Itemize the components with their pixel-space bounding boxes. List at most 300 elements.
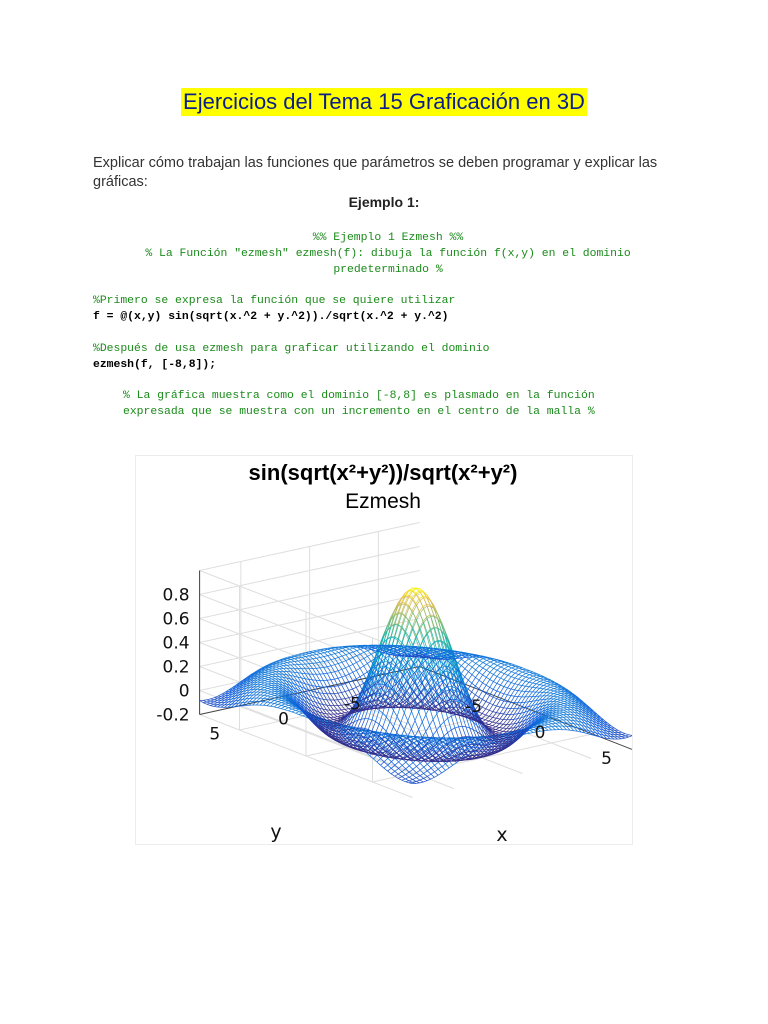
mesh-segment [313, 669, 317, 675]
code-comment-step1: %Primero se expresa la función que se quiere utilizar [93, 295, 456, 307]
mesh-segment [416, 776, 420, 778]
mesh-segment [434, 627, 438, 641]
mesh-segment [353, 670, 357, 672]
mesh-segment [287, 665, 291, 668]
mesh-segment [330, 700, 334, 706]
mesh-segment [264, 696, 268, 699]
mesh-segment [419, 722, 423, 729]
mesh-segment [417, 620, 421, 629]
mesh-segment [444, 718, 448, 721]
mesh-segment [337, 713, 341, 714]
mesh-segment [313, 674, 317, 680]
example-heading: Ejemplo 1: [348, 194, 420, 210]
mesh-segment [338, 669, 342, 670]
mesh-segment [353, 648, 357, 650]
mesh-segment [316, 668, 320, 674]
mesh-segment [335, 671, 339, 672]
code-ezmesh-call: ezmesh(f, [-8,8]); [93, 359, 217, 371]
mesh-segment [413, 763, 417, 767]
mesh-segment [360, 658, 364, 660]
mesh-segment [298, 661, 302, 664]
mesh-segment [430, 725, 434, 735]
mesh-segment [381, 765, 385, 768]
mesh-segment [435, 762, 439, 765]
mesh-segment [431, 772, 435, 774]
mesh-segment [423, 781, 427, 782]
mesh-segment [291, 662, 295, 665]
mesh-segment [320, 654, 324, 657]
mesh-segment [320, 657, 324, 658]
mesh-segment [346, 666, 350, 668]
mesh-segment [253, 698, 257, 702]
mesh-segment [320, 681, 324, 688]
mesh-segment [443, 739, 447, 740]
mesh-segment [338, 677, 342, 678]
mesh-segment [353, 664, 357, 670]
mesh-segment [327, 705, 331, 710]
mesh-segment [409, 622, 413, 629]
mesh-segment [413, 600, 417, 606]
mesh-segment [349, 659, 353, 664]
code-comment-explanation: % La gráfica muestra como el dominio [-8,8] es plasmado en la función [123, 390, 595, 402]
mesh-segment [342, 661, 346, 663]
mesh-segment [330, 710, 334, 714]
mesh-segment [411, 721, 415, 729]
mesh-segment [356, 670, 360, 676]
mesh-segment [376, 722, 380, 725]
mesh-segment [427, 764, 431, 768]
mesh-segment [413, 766, 417, 769]
mesh-segment [357, 651, 361, 654]
mesh-segment [354, 735, 358, 736]
mesh-segment [267, 706, 271, 707]
mesh-segment [346, 661, 350, 667]
mesh-segment [274, 707, 278, 708]
mesh-segment [324, 648, 328, 649]
mesh-segment [436, 707, 440, 709]
mesh-segment [331, 673, 335, 680]
mesh-segment [291, 655, 295, 656]
mesh-segment [438, 762, 442, 766]
mesh-segment [324, 657, 328, 661]
mesh-segment [433, 714, 437, 720]
mesh-segment [409, 780, 413, 781]
mesh-segment [420, 767, 424, 770]
mesh-segment [427, 774, 431, 776]
mesh-segment [404, 713, 408, 721]
mesh-segment [394, 655, 398, 656]
mesh-segment [338, 710, 342, 713]
mesh-segment [291, 665, 295, 668]
mesh-segment [299, 713, 303, 715]
mesh-segment [353, 662, 357, 664]
mesh-segment [335, 657, 339, 658]
mesh-segment [406, 766, 410, 769]
mesh-segment [391, 774, 395, 776]
mesh-segment [323, 681, 327, 688]
mesh-segment [321, 651, 325, 653]
mesh-segment [302, 669, 306, 674]
mesh-segment [420, 778, 424, 780]
mesh-segment [388, 765, 392, 768]
mesh-segment [335, 650, 339, 653]
mesh-segment [353, 651, 357, 652]
mesh-segment [292, 712, 296, 713]
mesh-segment [349, 672, 353, 674]
mesh-segment [346, 659, 350, 661]
mesh-segment [368, 720, 372, 730]
mesh-segment [402, 780, 406, 782]
mesh-segment [466, 727, 470, 737]
mesh-segment [389, 656, 393, 660]
mesh-segment [278, 703, 282, 705]
mesh-segment [363, 708, 367, 709]
mesh-segment [267, 694, 271, 696]
mesh-segment [203, 700, 207, 701]
mesh-segment [361, 728, 365, 729]
mesh-segment [440, 722, 444, 726]
mesh-segment [345, 684, 349, 691]
mesh-segment [327, 673, 331, 680]
mesh-segment [399, 762, 403, 766]
mesh-segment [317, 657, 321, 658]
mesh-segment [331, 672, 335, 673]
mesh-segment [459, 727, 463, 737]
mesh-segment [334, 717, 338, 718]
mesh-segment [292, 710, 296, 712]
mesh-segment [324, 673, 328, 674]
mesh-segment [280, 669, 284, 672]
mesh-segment [360, 660, 364, 666]
mesh-segment [402, 779, 406, 780]
mesh-segment [357, 662, 361, 668]
mesh-segment [334, 693, 338, 694]
mesh-segment [424, 773, 428, 776]
mesh-segment [364, 664, 368, 666]
mesh-segment [420, 780, 424, 782]
mesh-segment [402, 777, 406, 779]
mesh-segment [409, 766, 413, 770]
mesh-segment [335, 665, 339, 671]
mesh-segment [324, 656, 328, 657]
mesh-segment [449, 765, 453, 768]
mesh-segment [395, 625, 399, 637]
mesh-segment [413, 778, 417, 780]
mesh-segment [367, 664, 371, 670]
mesh-segment [379, 724, 383, 727]
mesh-segment [302, 653, 306, 654]
mesh-segment [360, 677, 364, 684]
mesh-segment [336, 734, 340, 735]
mesh-segment [331, 654, 335, 655]
mesh-segment [398, 778, 402, 780]
mesh-segment [409, 775, 413, 777]
mesh-segment [448, 716, 452, 718]
mesh-segment [260, 693, 264, 696]
mesh-segment [330, 714, 334, 717]
mesh-segment [281, 704, 285, 706]
mesh-segment [419, 607, 423, 612]
mesh-segment [274, 702, 278, 704]
mesh-segment [455, 715, 459, 727]
mesh-segment [278, 708, 282, 709]
mesh-segment [342, 692, 346, 693]
mesh-segment [342, 655, 346, 656]
mesh-segment [253, 695, 257, 698]
mesh-segment [391, 663, 395, 666]
mesh-segment [360, 668, 364, 674]
mesh-segment [342, 662, 346, 668]
code-comment-description-cont: predeterminado % [333, 264, 443, 276]
mesh-segment [320, 668, 324, 674]
mesh-segment [364, 666, 368, 672]
mesh-segment [295, 659, 299, 661]
mesh-segment [342, 651, 346, 654]
mesh-segment [417, 763, 421, 766]
mesh-segment [448, 730, 452, 733]
mesh-segment [365, 728, 369, 729]
mesh-segment [394, 710, 398, 716]
mesh-segment [316, 674, 320, 680]
mesh-segment [345, 690, 349, 691]
mesh-segment [409, 777, 413, 779]
mesh-segment [364, 672, 368, 675]
mesh-segment [462, 737, 466, 738]
mesh-segment [426, 725, 430, 731]
mesh-segment [342, 668, 346, 670]
mesh-segment [346, 653, 350, 654]
mesh-segment [364, 651, 368, 653]
mesh-segment [338, 693, 342, 694]
mesh-segment [420, 773, 424, 775]
mesh-surface [200, 588, 632, 784]
mesh-segment [420, 609, 424, 614]
mesh-segment [302, 661, 306, 665]
mesh-segment [284, 666, 288, 669]
mesh-segment [354, 740, 358, 741]
mesh-segment [295, 713, 299, 714]
mesh-segment [424, 778, 428, 780]
mesh-segment [334, 687, 338, 694]
mesh-segment [327, 666, 331, 667]
mesh-segment [271, 700, 275, 702]
mesh-segment [433, 730, 437, 735]
mesh-segment [431, 765, 435, 768]
mesh-segment [338, 685, 342, 686]
mesh-segment [416, 606, 420, 614]
mesh-segment [280, 666, 284, 668]
mesh-segment [390, 710, 394, 721]
mesh-segment [435, 769, 439, 772]
mesh-segment [445, 768, 449, 771]
mesh-segment [331, 679, 335, 680]
mesh-segment [295, 665, 299, 669]
mesh-segment [356, 687, 360, 693]
mesh-segment [335, 654, 339, 658]
mesh-segment [317, 662, 321, 663]
mesh-segment [276, 669, 280, 671]
mesh-segment [331, 655, 335, 659]
mesh-segment [313, 650, 317, 651]
mesh-segment [383, 727, 387, 731]
mesh-segment [321, 649, 325, 650]
mesh-segment [338, 686, 342, 693]
mesh-segment [328, 648, 332, 649]
mesh-segment [367, 661, 371, 663]
mesh-segment [409, 763, 413, 766]
mesh-segment [444, 733, 448, 736]
mesh-segment [331, 687, 335, 694]
mesh-segment [420, 613, 424, 623]
mesh-segment [353, 658, 357, 663]
mesh-segment [377, 762, 381, 765]
mesh-segment [316, 680, 320, 687]
mesh-segment [412, 711, 416, 720]
title-container [0, 88, 768, 116]
mesh-segment [420, 763, 424, 767]
mesh-segment [409, 781, 413, 783]
mesh-segment [349, 689, 353, 690]
mesh-segment [334, 678, 338, 679]
mesh-segment [442, 666, 446, 667]
mesh-segment [267, 703, 271, 706]
mesh-segment [263, 702, 267, 705]
mesh-segment [339, 656, 343, 657]
mesh-segment [431, 777, 435, 779]
mesh-segment [405, 781, 409, 782]
mesh-segment [331, 651, 335, 654]
mesh-segment [306, 660, 310, 661]
mesh-segment [257, 687, 261, 689]
mesh-segment [211, 698, 215, 699]
mesh-segment [257, 692, 261, 695]
mesh-segment [361, 719, 365, 728]
mesh-segment [386, 722, 390, 732]
mesh-segment [427, 618, 431, 629]
mesh-segment [313, 653, 317, 655]
mesh-segment [428, 677, 432, 682]
mesh-segment [408, 711, 412, 721]
mesh-segment [413, 781, 417, 782]
mesh-segment [434, 775, 438, 777]
mesh-segment [422, 715, 426, 722]
mesh-segment [324, 674, 328, 680]
mesh-segment [338, 664, 342, 670]
mesh-segment [340, 737, 344, 738]
mesh-segment [413, 769, 417, 772]
mesh-segment [313, 663, 317, 664]
mesh-segment [302, 660, 306, 661]
mesh-segment [338, 662, 342, 663]
mesh-segment [342, 676, 346, 677]
mesh-segment [331, 660, 335, 665]
mesh-segment [313, 658, 317, 659]
mesh-segment [299, 715, 303, 716]
mesh-segment [310, 651, 314, 652]
mesh-segment [334, 710, 338, 714]
mesh-segment [207, 699, 211, 700]
mesh-segment [439, 681, 443, 684]
mesh-segment [381, 684, 385, 685]
code-function-definition: f = @(x,y) sin(sqrt(x.^2 + y.^2))./sqrt(x.^2 + y.^2) [93, 311, 449, 323]
mesh-segment [317, 649, 321, 650]
mesh-segment [402, 762, 406, 765]
mesh-segment [271, 704, 275, 707]
code-comment-step2: %Después de usa ezmesh para graficar utilizando el dominio [93, 343, 490, 355]
page-title: Ejercicios del Tema 15 Graficación en 3D [183, 89, 585, 114]
mesh-segment [406, 775, 410, 778]
mesh-segment [278, 705, 282, 707]
mesh-segment [402, 772, 406, 775]
mesh-segment [323, 699, 327, 705]
mesh-segment [413, 780, 417, 782]
mesh-segment [440, 748, 444, 751]
mesh-segment [424, 764, 428, 767]
mesh-segment [412, 598, 416, 603]
mesh-segment [353, 687, 357, 689]
intro-paragraph: Explicar cómo trabajan las funciones que parámetros se deben programar y explicar las gráficas: [93, 155, 658, 190]
mesh-segment [415, 712, 419, 721]
mesh-segment [349, 682, 353, 689]
mesh-segment [298, 661, 302, 662]
mesh-segment [391, 771, 395, 774]
mesh-segment [415, 721, 419, 730]
mesh-segment [339, 653, 343, 657]
mesh-segment [406, 762, 410, 766]
mesh-segment [391, 758, 395, 761]
mesh-segment [320, 667, 324, 668]
mesh-segment [331, 665, 335, 666]
mesh-segment [427, 771, 431, 774]
mesh-segment [405, 779, 409, 781]
mesh-segment [384, 765, 388, 768]
mesh-segment [343, 738, 347, 739]
mesh-segment [398, 627, 402, 640]
mesh-segment [260, 702, 264, 705]
mesh-segment [451, 728, 455, 730]
mesh-segment [388, 758, 392, 761]
mesh-segment [353, 672, 357, 679]
mesh-segment [417, 766, 421, 770]
mesh-segment [429, 678, 433, 683]
mesh-segment [288, 656, 292, 657]
mesh-segment [388, 768, 392, 771]
mesh-segment [438, 773, 442, 775]
mesh-segment [437, 726, 441, 731]
mesh-segment [426, 715, 430, 726]
mesh-segment [365, 719, 369, 729]
mesh-segment [328, 655, 332, 656]
mesh-segment [416, 780, 420, 781]
mesh-segment [338, 699, 342, 700]
mesh-segment [335, 664, 339, 665]
mesh-segment [413, 613, 417, 620]
mesh-segment [356, 685, 360, 687]
mesh-segment [424, 606, 428, 608]
mesh-segment [393, 727, 397, 733]
mesh-segment [345, 674, 349, 676]
mesh-segment [395, 762, 399, 765]
mesh-segment [334, 714, 338, 717]
mesh-segment [271, 706, 275, 707]
mesh-segment [423, 605, 427, 607]
mesh-segment [295, 654, 299, 655]
mesh-segment [346, 649, 350, 650]
mesh-segment [347, 739, 351, 740]
mesh-segment [267, 702, 271, 703]
mesh-segment [384, 768, 388, 771]
mesh-segment [264, 693, 268, 695]
